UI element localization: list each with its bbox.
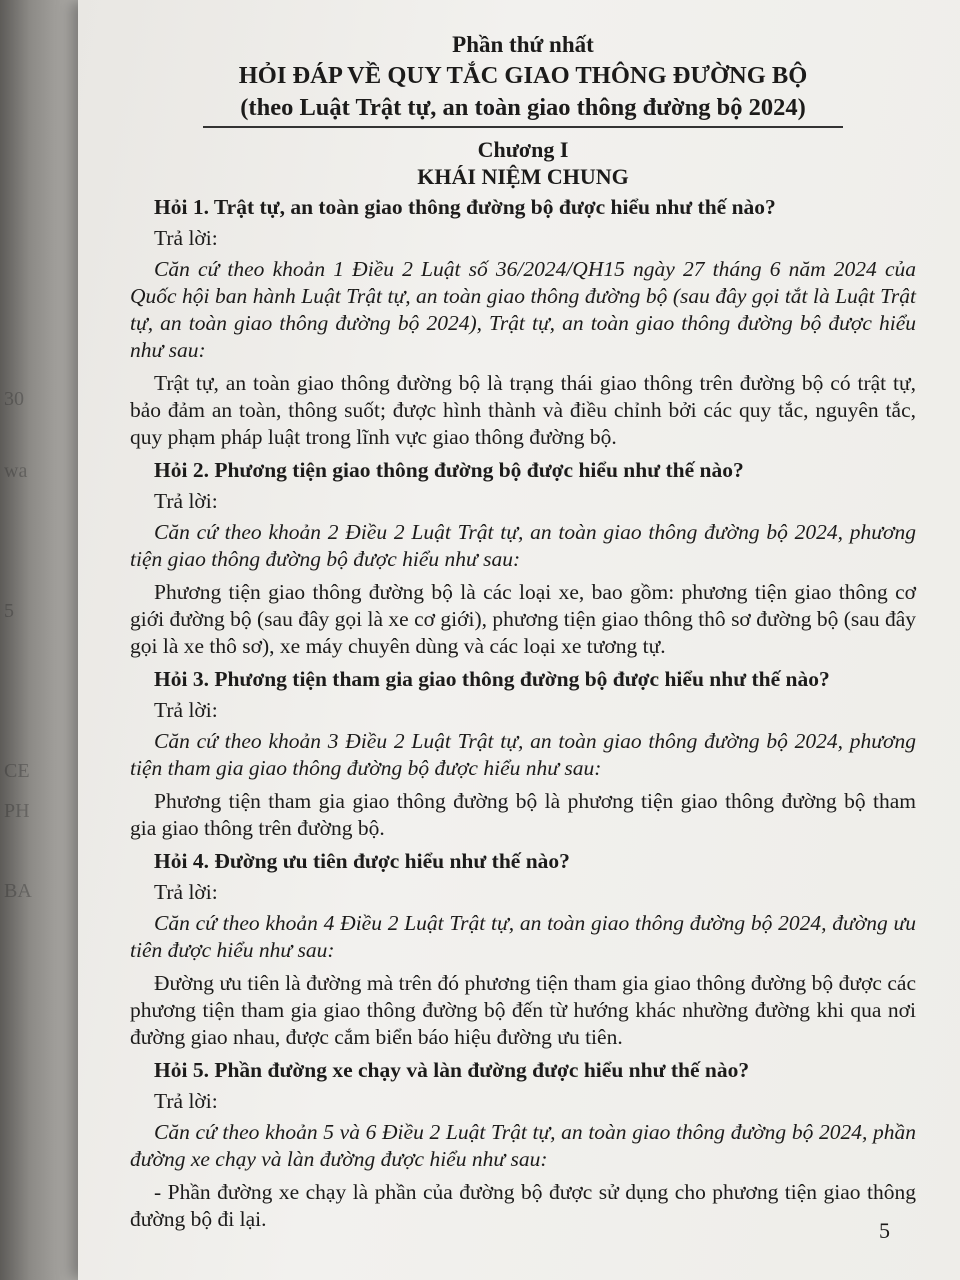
adjacent-page-edge: 30 wa 5 CE PH BA bbox=[4, 388, 32, 902]
question-heading: Hỏi 4. Đường ưu tiên được hiểu như thế nào? bbox=[154, 849, 570, 873]
answer-body: Trật tự, an toàn giao thông đường bộ là trạng thái giao thông trên đường bộ có trật tự, bảo đảm an toàn, thông suốt; được hình thành và điều chỉnh bởi các quy tắc, nguyên tắc, quy phạm pháp luật trong lĩnh vực giao thông đường bộ. bbox=[130, 371, 916, 449]
legal-citation: Căn cứ theo khoản 2 Điều 2 Luật Trật tự, an toàn giao thông đường bộ 2024, phương tiện giao thông đường bộ được hiểu như sau: bbox=[130, 520, 916, 571]
part-heading: Phần thứ nhất bbox=[452, 32, 594, 57]
page-number: 5 bbox=[879, 1218, 890, 1243]
book-title: HỎI ĐÁP VỀ QUY TẮC GIAO THÔNG ĐƯỜNG BỘ bbox=[238, 62, 808, 89]
legal-citation: Căn cứ theo khoản 1 Điều 2 Luật số 36/2024/QH15 ngày 27 tháng 6 năm 2024 của Quốc hội ban hành Luật Trật tự, an toàn giao thông đường bộ (sau đây gọi tắt là Luật Trật tự, an toàn giao thông đường bộ 2024), Trật tự, an toàn giao thông đường bộ được hiểu như sau: bbox=[130, 257, 916, 362]
question-heading: Hỏi 2. Phương tiện giao thông đường bộ được hiểu như thế nào? bbox=[154, 458, 744, 482]
answer-label: Trả lời: bbox=[154, 1089, 218, 1113]
legal-citation: Căn cứ theo khoản 3 Điều 2 Luật Trật tự, an toàn giao thông đường bộ 2024, phương tiện tham gia giao thông đường bộ được hiểu như sau: bbox=[130, 729, 916, 780]
answer-body: Phương tiện tham gia giao thông đường bộ là phương tiện giao thông đường bộ tham gia giao thông trên đường bộ. bbox=[130, 789, 916, 840]
chapter-number: Chương I bbox=[477, 137, 569, 162]
legal-citation: Căn cứ theo khoản 5 và 6 Điều 2 Luật Trật tự, an toàn giao thông đường bộ 2024, phần đường xe chạy và làn đường được hiểu như sau: bbox=[130, 1120, 916, 1171]
question-block-3 bbox=[130, 666, 916, 842]
question-block-1 bbox=[130, 194, 916, 451]
answer-body: Phương tiện giao thông đường bộ là các loại xe, bao gồm: phương tiện giao thông cơ giới đường bộ (sau đây gọi là xe cơ giới), phương tiện giao thông thô sơ đường bộ (sau đây gọi là xe thô sơ), xe máy chuyên dùng và các loại xe tương tự. bbox=[130, 580, 916, 658]
question-block-2 bbox=[130, 457, 916, 660]
question-heading: Hỏi 3. Phương tiện tham gia giao thông đường bộ được hiểu như thế nào? bbox=[154, 667, 830, 691]
legal-citation: Căn cứ theo khoản 4 Điều 2 Luật Trật tự, an toàn giao thông đường bộ 2024, đường ưu tiên được hiểu như sau: bbox=[130, 911, 916, 962]
question-block-4 bbox=[130, 848, 916, 1051]
question-heading: Hỏi 1. Trật tự, an toàn giao thông đường bộ được hiểu như thế nào? bbox=[154, 195, 776, 219]
answer-label: Trả lời: bbox=[154, 698, 218, 722]
book-subtitle: (theo Luật Trật tự, an toàn giao thông đường bộ 2024) bbox=[240, 94, 806, 121]
page-content bbox=[130, 30, 916, 1239]
answer-body: Đường ưu tiên là đường mà trên đó phương tiện tham gia giao thông đường bộ được các phương tiện tham gia giao thông đường bộ đến từ hướng khác nhường đường khi qua nơi đường giao nhau, được cắm biển báo hiệu đường ưu tiên. bbox=[130, 971, 916, 1049]
chapter-title: KHÁI NIỆM CHUNG bbox=[417, 164, 629, 189]
answer-label: Trả lời: bbox=[154, 880, 218, 904]
answer-label: Trả lời: bbox=[154, 489, 218, 513]
question-heading: Hỏi 5. Phần đường xe chạy và làn đường được hiểu như thế nào? bbox=[154, 1058, 750, 1082]
answer-label: Trả lời: bbox=[154, 226, 218, 250]
question-block-5 bbox=[130, 1057, 916, 1233]
answer-body: - Phần đường xe chạy là phần của đường bộ được sử dụng cho phương tiện giao thông đường bộ đi lại. bbox=[130, 1180, 916, 1231]
book-page bbox=[78, 0, 960, 1280]
title-underline bbox=[203, 126, 843, 128]
